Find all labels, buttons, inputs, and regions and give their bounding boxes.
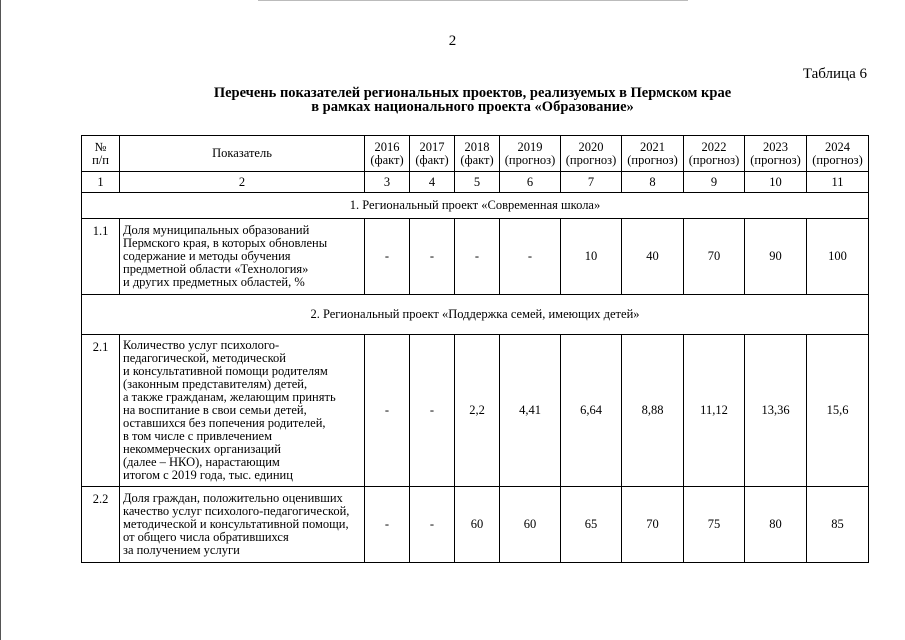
- column-number: 5: [455, 172, 500, 193]
- indicator-line: итогом с 2019 года, тыс. единиц: [123, 468, 293, 482]
- year-label: 2016: [374, 139, 400, 154]
- table-row: [82, 219, 869, 295]
- indicator-line: в том числе с привлечением: [123, 429, 272, 443]
- year-label: 2017: [419, 139, 445, 154]
- value-cell: 11,12: [684, 335, 745, 487]
- year-status: (прогноз): [750, 152, 801, 167]
- row-number: 2.2: [82, 487, 120, 563]
- indicator-line: (законным представителям) детей,: [123, 377, 308, 391]
- indicator-line: предметной области «Технология»: [123, 262, 309, 276]
- column-number: 11: [807, 172, 869, 193]
- value-cell: 75: [684, 487, 745, 563]
- column-number: 7: [561, 172, 622, 193]
- header-year-2021: [622, 136, 684, 172]
- indicator-cell: [120, 487, 365, 563]
- value-cell: 40: [622, 219, 684, 295]
- indicators-table: [81, 135, 869, 563]
- indicator-line: на воспитание в свои семьи детей,: [123, 403, 307, 417]
- header-year-2018: [455, 136, 500, 172]
- indicator-line: и консультативной помощи родителям: [123, 364, 328, 378]
- page-number: 2: [448, 33, 457, 49]
- year-label: 2023: [763, 139, 788, 154]
- indicator-line: за получением услуги: [123, 543, 240, 557]
- indicator-line: оставшихся без попечения родителей,: [123, 416, 326, 430]
- section-title-1: 1. Региональный проект «Современная школа»: [82, 193, 869, 219]
- year-label: 2019: [517, 139, 543, 154]
- indicator-line: и других предметных областей, %: [123, 275, 305, 289]
- year-status: (прогноз): [627, 152, 678, 167]
- column-number: 3: [365, 172, 410, 193]
- value-cell: -: [410, 219, 455, 295]
- indicator-line: педагогической, методической: [123, 351, 286, 365]
- value-cell: 10: [561, 219, 622, 295]
- year-status: (прогноз): [812, 152, 863, 167]
- table-title-line-1: Перечень показателей региональных проектов, реализуемых в Пермском крае: [213, 85, 732, 101]
- value-cell: 70: [684, 219, 745, 295]
- table-label: Таблица 6: [802, 66, 867, 82]
- table-title: [0, 86, 905, 114]
- indicator-line: а также гражданам, желающим принять: [123, 390, 336, 404]
- header-year-2017: [410, 136, 455, 172]
- indicator-line: от общего числа обратившихся: [123, 530, 289, 544]
- value-cell: 70: [622, 487, 684, 563]
- header-row: [82, 136, 869, 172]
- value-cell: 6,64: [561, 335, 622, 487]
- year-status: (прогноз): [688, 152, 740, 167]
- value-cell: -: [500, 219, 561, 295]
- year-status: (факт): [370, 152, 404, 167]
- table-row: [82, 335, 869, 487]
- header-no: [82, 136, 120, 172]
- year-label: 2018: [464, 139, 490, 154]
- indicator-line: Доля муниципальных образований: [123, 223, 310, 237]
- header-year-2016: [365, 136, 410, 172]
- header-no-line-2: п/п: [92, 152, 109, 167]
- year-label: 2020: [578, 139, 604, 154]
- value-cell: 85: [807, 487, 869, 563]
- column-number: 4: [410, 172, 455, 193]
- value-cell: -: [365, 219, 410, 295]
- value-cell: 65: [561, 487, 622, 563]
- value-cell: 60: [500, 487, 561, 563]
- value-cell: -: [410, 335, 455, 487]
- table-row: [82, 487, 869, 563]
- top-rule: [258, 0, 688, 1]
- value-cell: 100: [807, 219, 869, 295]
- indicator-line: Доля граждан, положительно оценивших: [123, 491, 343, 505]
- year-label: 2021: [640, 139, 665, 154]
- header-year-2022: [684, 136, 745, 172]
- indicator-line: методической и консультативной помощи,: [123, 517, 349, 531]
- header-no-line-1: №: [94, 139, 107, 154]
- value-cell: 80: [745, 487, 807, 563]
- column-number-row: [82, 172, 869, 193]
- indicator-line: содержание и методы обучения: [123, 249, 291, 263]
- value-cell: 2,2: [455, 335, 500, 487]
- year-label: 2022: [701, 139, 727, 154]
- indicator-line: Количество услуг психолого-: [123, 338, 280, 352]
- value-cell: -: [410, 487, 455, 563]
- column-number: 1: [82, 172, 120, 193]
- value-cell: 60: [455, 487, 500, 563]
- header-indicator: Показатель: [120, 136, 365, 172]
- header-year-2020: [561, 136, 622, 172]
- indicator-cell: [120, 219, 365, 295]
- value-cell: 4,41: [500, 335, 561, 487]
- year-status: (прогноз): [565, 152, 617, 167]
- row-number: 2.1: [82, 335, 120, 487]
- column-number: 2: [120, 172, 365, 193]
- section-title-2: 2. Региональный проект «Поддержка семей, имеющих детей»: [82, 295, 869, 335]
- indicator-line: Пермского края, в которых обновлены: [123, 236, 328, 250]
- year-label: 2024: [825, 139, 850, 154]
- section-row: [82, 193, 869, 219]
- value-cell: 8,88: [622, 335, 684, 487]
- year-status: (прогноз): [504, 152, 556, 167]
- column-number: 6: [500, 172, 561, 193]
- row-number: 1.1: [82, 219, 120, 295]
- indicator-cell: [120, 335, 365, 487]
- header-year-2019: [500, 136, 561, 172]
- value-cell: -: [365, 487, 410, 563]
- value-cell: 13,36: [745, 335, 807, 487]
- section-row: [82, 295, 869, 335]
- value-cell: 90: [745, 219, 807, 295]
- table-title-line-2: в рамках национального проекта «Образование»: [311, 99, 634, 115]
- year-status: (факт): [460, 152, 494, 167]
- indicator-line: качество услуг психолого-педагогической,: [123, 504, 350, 518]
- header-year-2023: [745, 136, 807, 172]
- header-year-2024: [807, 136, 869, 172]
- indicator-line: некоммерческих организаций: [123, 442, 281, 456]
- column-number: 9: [684, 172, 745, 193]
- indicator-line: (далее – НКО), нарастающим: [123, 455, 280, 469]
- value-cell: -: [455, 219, 500, 295]
- value-cell: 15,6: [807, 335, 869, 487]
- column-number: 10: [745, 172, 807, 193]
- year-status: (факт): [415, 152, 449, 167]
- value-cell: -: [365, 335, 410, 487]
- column-number: 8: [622, 172, 684, 193]
